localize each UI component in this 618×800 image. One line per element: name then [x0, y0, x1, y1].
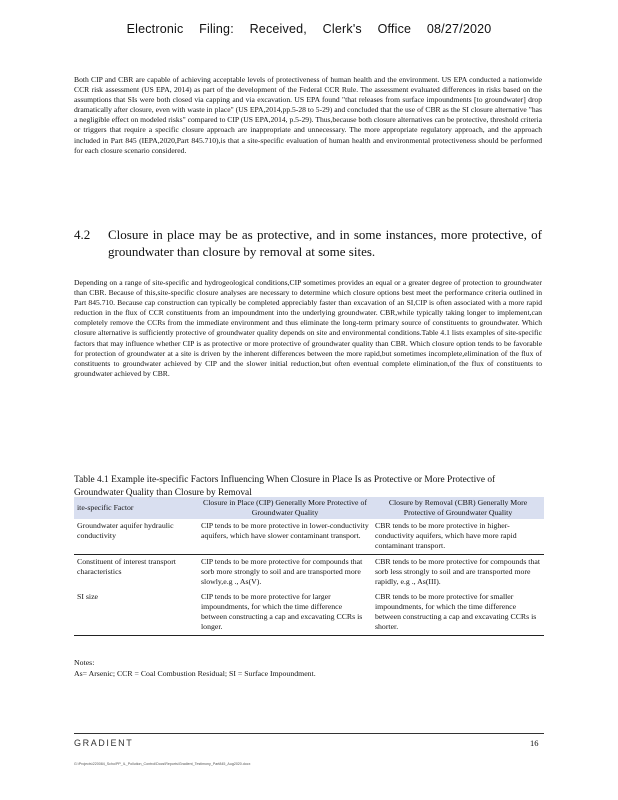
table-row	[74, 555, 544, 591]
table-header-row	[74, 497, 544, 519]
efiling-header	[0, 22, 618, 36]
table-caption: Table 4.1 Example ite-specific Factors Influencing When Closure in Place Is as Protective or More Protective of Groundwater Quality than Closure by Removal	[74, 475, 496, 498]
header-word: Clerk's	[322, 22, 362, 36]
gradient-logo: GRADIENT	[74, 738, 134, 748]
table-cell-cbr: CBR tends to be more protective for compounds that sorb less strongly to soil and are transported more rapidly, e.g ., As(III).	[375, 557, 541, 586]
table-notes	[74, 658, 316, 679]
table-cell-cip: CIP tends to be more protective in lower-conductivity aquifers, which have slower contaminant transport.	[198, 519, 372, 555]
table-cell-factor: Groundwater aquifer hydraulic conductivity	[74, 519, 198, 555]
notes-text: As= Arsenic; CCR = Coal Combustion Residual; SI = Surface Impoundment.	[74, 668, 316, 678]
header-word: Received,	[249, 22, 307, 36]
table-cell-factor: Constituent of interest transport characteristics	[77, 557, 176, 576]
header-date: 08/27/2020	[426, 22, 492, 36]
table-header-cbr: Closure by Removal (CBR) Generally More Protective of Groundwater Quality	[372, 497, 544, 519]
table-header-factor: ite-specific Factor	[74, 497, 198, 519]
page-number: 16	[530, 738, 539, 748]
header-word: Electronic	[126, 22, 184, 36]
header-word: Filing:	[199, 22, 234, 36]
section-heading	[74, 226, 542, 260]
factors-table	[74, 497, 544, 636]
table-cell-factor: SI size	[74, 590, 198, 636]
table-cell-cbr: CBR tends to be more protective in higher-conductivity aquifers, which have more rapid contaminant transport.	[372, 519, 544, 555]
header-word: Office	[377, 22, 412, 36]
table-cell-cbr: CBR tends to be more protective for smaller impoundments, for which the time difference between constructing a cap and excavating CCRs is shorter.	[372, 590, 544, 636]
table-cell-cip: CIP tends to be more protective for compounds that sorb more strongly to soil and are transported more slowly,e.g ., As(V).	[201, 557, 363, 586]
file-path: G:\Projects\220084_Scho\PP_IL_Pollution_Control\Docs\Reports\Gradient_Testimony_Part845_Aug2020.docx	[74, 762, 251, 766]
table-header-cip: Closure in Place (CIP) Generally More Protective of Groundwater Quality	[198, 497, 372, 519]
section-number: 4.2	[74, 227, 91, 242]
body-paragraph-2: Depending on a range of site-specific and hydrogeological conditions,CIP sometimes provides an equal or a greater degree of protection to groundwater than CBR. Because of this,site-specific closure analyses are necessary to determine which closure options best meet the performance criteria outlined in Part 845.710. Because cap construction can typically be completed appreciably faster than excavation of an SI,CIP is often associated with a more rapid reduction in the flux of CCR constituents from an impoundment into the underlying groundwater. CBR,while typically taking longer to implement,can completely remove the CCRs from the immediate environment and thus eliminate the long-term primary source of constituents to groundwater. Which closure alternative is sufficiently protective of groundwater quality depends on site and environmental conditions.Table 4.1 lists examples of site-specific factors that may influence whether CIP is as protective or more protective of groundwater quality than CBR. Which closure option tends to be favorable for protection of groundwater at a site is driven by the inherent differences between the more rapid,but sometimes incomplete,elimination of the flux of constituents to groundwater achieved by CIP and the slower initial reduction,but often eventual complete elimination,of the flux of constituents to groundwater achieved by CBR.	[74, 278, 542, 378]
notes-label: Notes:	[74, 658, 95, 667]
table-row	[74, 519, 544, 555]
body-paragraph-1: Both CIP and CBR are capable of achieving acceptable levels of protectiveness of human health and the environment. US EPA conducted a nationwide CCR risk assessment (US EPA, 2014) as part of the development of the Federal CCR Rule. The assessment evaluated differences in risks based on the assumptions that SIs were both closed via capping and via excavation. US EPA found "that releases from surface impoundments [to groundwater] drop dramatically after closure, even with waste in place" (US EPA,2014,pp.5-28 to 5-29) and concluded that the use of CBR as the SI closure alternative "has a negligible effect on modeled risks" compared to CIP (US EPA,2014, p.5-29). Thus,because both closure alternatives can be protective, threshold criteria or triggers that require a specific closure approach are inappropriate and unnecessary. The more appropriate regulatory approach, and the approach included in Part 845 (IEPA,2020,Part 845.710),is that a site-specific evaluation of human health and environmental protectiveness should be performed for each closure scenario considered.	[74, 75, 542, 155]
footer-divider	[74, 733, 544, 734]
table-cell-cip: CIP tends to be more protective for larger impoundments, for which the time difference between constructing a cap and excavating CCRs is longer.	[198, 590, 372, 636]
section-title: Closure in place may be as protective, and in some instances, more protective, of groundwater than closure by removal at some sites.	[108, 227, 542, 259]
table-row	[74, 590, 544, 636]
